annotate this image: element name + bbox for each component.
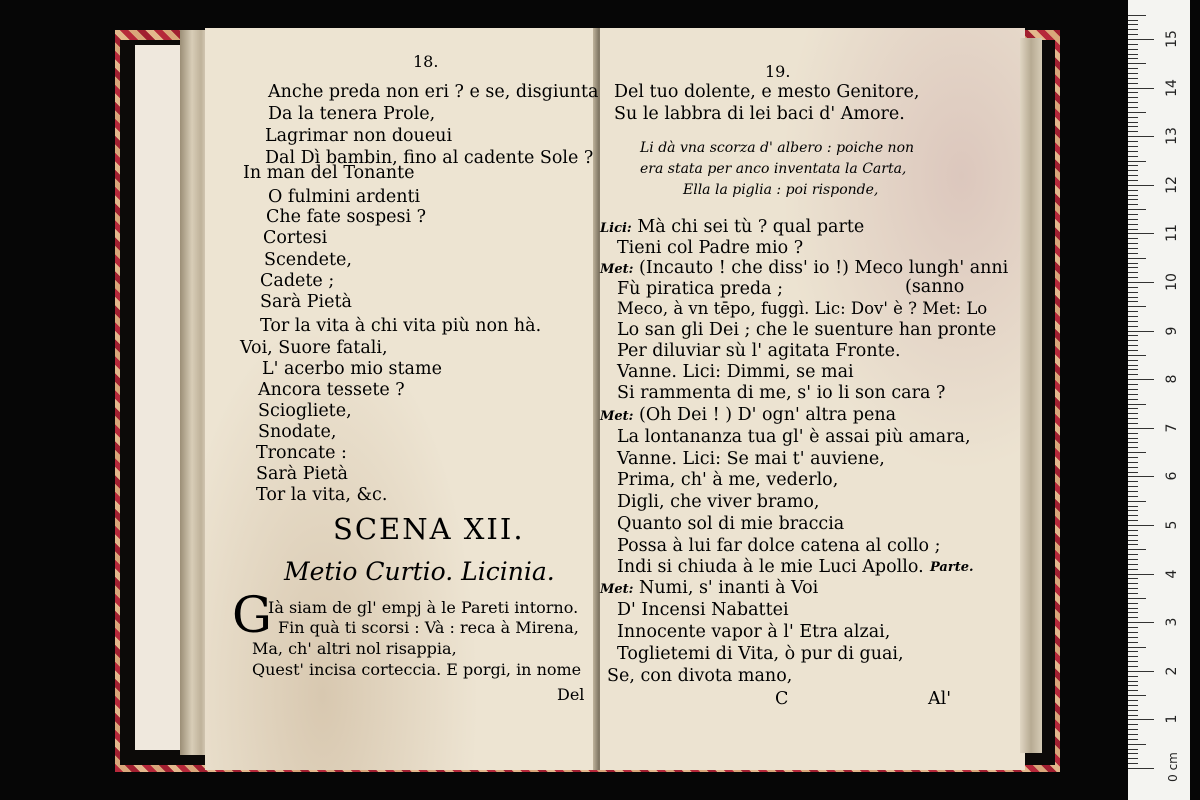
ruler-number: 9 (1164, 326, 1180, 336)
overflow-note: (sanno (905, 277, 965, 297)
ruler-tick (1128, 588, 1138, 589)
ruler-number: 14 (1164, 78, 1180, 97)
ruler-tick (1128, 97, 1138, 98)
ruler-tick (1128, 758, 1138, 759)
ruler-tick (1128, 501, 1146, 502)
ruler-tick (1128, 510, 1138, 511)
ruler-tick (1128, 739, 1138, 740)
stage-direction-line: Ella la piglia : poi risponde, (683, 182, 879, 198)
dialogue-line: D' Incensi Nabattei (617, 600, 789, 620)
ruler-tick (1128, 540, 1138, 541)
ruler-tick (1128, 447, 1138, 448)
ruler-tick (1128, 438, 1138, 439)
stage-direction-line: Li dà vna scorza d' albero : poiche non (640, 140, 915, 156)
ruler-tick (1128, 345, 1138, 346)
ruler-tick (1128, 151, 1138, 152)
ruler-tick (1128, 146, 1138, 147)
ruler-tick (1128, 559, 1138, 560)
ruler-tick (1128, 666, 1138, 667)
ruler-tick (1128, 768, 1154, 769)
ruler-tick (1128, 316, 1138, 317)
ruler-tick (1128, 554, 1138, 555)
verse-line: Sciogliete, (258, 401, 352, 421)
ruler-number: 4 (1164, 569, 1180, 579)
dialogue-line: Possa à lui far dolce catena al collo ; (617, 536, 941, 556)
dialogue-line: Fù piratica preda ; (617, 279, 784, 299)
margin-note: Parte. (930, 560, 974, 575)
ruler-tick (1128, 404, 1146, 405)
ruler-tick (1128, 520, 1138, 521)
ruler-tick (1128, 481, 1138, 482)
ruler-tick (1128, 676, 1138, 677)
ruler-tick (1128, 496, 1138, 497)
ruler-tick (1128, 24, 1138, 25)
verse-line: Scendete, (264, 250, 352, 270)
catchword-left: Del (557, 685, 585, 704)
ruler-tick (1128, 136, 1154, 137)
ruler-tick (1128, 719, 1154, 720)
ruler-tick (1128, 88, 1154, 89)
ruler-tick (1128, 535, 1138, 536)
dialogue-line (600, 217, 864, 239)
ruler-tick (1128, 175, 1138, 176)
ruler-tick (1128, 287, 1138, 288)
speaker-label: Met: (600, 262, 634, 277)
verse-line: Cadete ; (260, 271, 335, 291)
ruler-tick (1128, 695, 1146, 696)
ruler-tick (1128, 472, 1138, 473)
ruler-tick (1128, 209, 1146, 210)
scene-line: Ma, ch' altri nol risappia, (252, 639, 457, 658)
ruler-tick (1128, 715, 1138, 716)
ruler-number: 3 (1164, 617, 1180, 627)
ruler-tick (1128, 710, 1138, 711)
dialogue-text: (Incauto ! che diss' io !) Meco lungh' anni (639, 258, 1009, 278)
scene-line: Quest' incisa corteccia. E porgi, in nome (252, 660, 582, 679)
dialogue-line (600, 405, 896, 427)
ruler-tick (1128, 185, 1154, 186)
ruler-tick (1128, 199, 1138, 200)
ruler-tick (1128, 564, 1138, 565)
verse-line: Cortesi (263, 228, 328, 248)
right-folio: 19. (765, 62, 791, 81)
ruler-tick (1128, 569, 1138, 570)
ruler-number: 15 (1164, 30, 1180, 48)
dialogue-line (600, 578, 818, 600)
ruler-tick (1128, 224, 1138, 225)
ruler-tick (1128, 753, 1138, 754)
ruler-tick (1128, 20, 1138, 21)
ruler-tick (1128, 68, 1138, 69)
ruler-tick (1128, 29, 1138, 30)
ruler-tick (1128, 549, 1146, 550)
ruler-tick (1128, 156, 1138, 157)
ruler-tick (1128, 442, 1138, 443)
ruler-tick (1128, 170, 1138, 171)
ruler-tick (1128, 379, 1154, 380)
stage-direction-line: era stata per anco inventata la Carta, (640, 161, 907, 177)
dialogue-line: Quanto sol di mie braccia (617, 514, 845, 534)
ruler-tick (1128, 685, 1138, 686)
ruler-tick (1128, 335, 1138, 336)
dialogue-line: Se, con divota mano, (607, 666, 793, 686)
verse-line: Sarà Pietà (256, 464, 348, 484)
ruler-tick (1128, 122, 1138, 123)
ruler-number: 7 (1164, 423, 1180, 433)
ruler-tick (1128, 408, 1138, 409)
dialogue-text: Numi, s' inanti à Voi (639, 578, 819, 598)
catchword-right: Al' (928, 689, 952, 709)
ruler-tick (1128, 277, 1138, 278)
ruler-tick (1128, 642, 1138, 643)
verse-line: Da la tenera Prole, (268, 104, 436, 124)
ruler-tick (1128, 452, 1146, 453)
ruler-tick (1128, 651, 1138, 652)
speaker-label: Met: (600, 409, 634, 424)
ruler-tick (1128, 107, 1138, 108)
ruler-tick (1128, 632, 1138, 633)
ruler-tick (1128, 637, 1138, 638)
ruler-number: 2 (1164, 666, 1180, 676)
ruler-tick (1128, 301, 1138, 302)
ruler-number: 10 (1164, 273, 1180, 291)
ruler-tick (1128, 661, 1138, 662)
ruler-tick (1128, 267, 1138, 268)
dialogue-line: Vanne. Lici: Dimmi, se mai (617, 362, 854, 382)
verse-line: Che fate sospesi ? (266, 207, 427, 227)
dialogue-line: Meco, à vn tēpo, fuggì. Lic: Dov' è ? Met: Lo (617, 299, 988, 318)
ruler-tick (1128, 486, 1138, 487)
measurement-ruler (1128, 0, 1190, 800)
ruler-tick (1128, 78, 1138, 79)
verse-line: Anche preda non eri ? e se, disgiunta (268, 82, 599, 102)
verse-line: Tor la vita à chi vita più non hà. (260, 316, 542, 336)
verse-line: In man del Tonante (243, 163, 415, 183)
ruler-tick (1128, 58, 1138, 59)
ruler-tick (1128, 467, 1138, 468)
speaker-label: Met: (600, 582, 634, 597)
dialogue-line: Prima, ch' à me, vederlo, (617, 470, 839, 490)
dialogue-line: Toglietemi di Vita, ò pur di guai, (617, 644, 904, 664)
scene-persons: Metio Curtio. Licinia. (284, 557, 555, 586)
ruler-tick (1128, 263, 1138, 264)
ruler-tick (1128, 369, 1138, 370)
ruler-tick (1128, 214, 1138, 215)
ruler-tick (1128, 112, 1146, 113)
ruler-tick (1128, 54, 1138, 55)
ruler-tick (1128, 258, 1146, 259)
ruler-tick (1128, 462, 1138, 463)
verse-line: Tor la vita, &c. (256, 485, 388, 505)
verse-line: Su le labbra di lei baci d' Amore. (614, 104, 905, 124)
ruler-tick (1128, 681, 1138, 682)
ruler-number: 11 (1164, 224, 1180, 243)
ruler-tick (1128, 423, 1138, 424)
dialogue-line: Indi si chiuda à le mie Luci Apollo. (617, 557, 924, 577)
ruler-tick (1128, 165, 1138, 166)
scene-title: SCENA XII. (333, 512, 525, 546)
ruler-tick (1128, 530, 1138, 531)
ruler-tick (1128, 126, 1138, 127)
ruler-tick (1128, 656, 1138, 657)
ruler-tick (1128, 729, 1138, 730)
dialogue-line: Innocente vapor à l' Etra alzai, (617, 622, 891, 642)
dialogue-line: Digli, che viver bramo, (617, 492, 820, 512)
ruler-tick (1128, 238, 1138, 239)
ruler-tick (1128, 525, 1154, 526)
ruler-tick (1128, 457, 1138, 458)
ruler-tick (1128, 617, 1138, 618)
verse-line: Ancora tessete ? (258, 380, 405, 400)
ruler-tick (1128, 49, 1138, 50)
ruler-tick (1128, 418, 1138, 419)
dialogue-line: Vanne. Lici: Se mai t' auviene, (617, 449, 885, 469)
ruler-tick (1128, 331, 1154, 332)
ruler-tick (1128, 63, 1146, 64)
ruler-tick (1128, 272, 1138, 273)
verse-line: O fulmini ardenti (268, 187, 421, 207)
ruler-tick (1128, 690, 1138, 691)
ruler-tick (1128, 306, 1146, 307)
ruler-tick (1128, 73, 1138, 74)
ruler-tick (1128, 141, 1138, 142)
scene-line: Ià siam de gl' empj à le Pareti intorno. (268, 598, 579, 617)
ruler-tick (1128, 603, 1138, 604)
dialogue-line: La lontananza tua gl' è assai più amara, (617, 427, 971, 447)
ruler-tick (1128, 428, 1154, 429)
ruler-tick (1128, 229, 1138, 230)
ruler-tick (1128, 374, 1138, 375)
ruler-tick (1128, 671, 1154, 672)
ruler-tick (1128, 574, 1154, 575)
ruler-number: 12 (1164, 175, 1180, 194)
ruler-tick (1128, 700, 1138, 701)
ruler-tick (1128, 44, 1138, 45)
verse-line: Dal Dì bambin, fino al cadente Sole ? (265, 148, 594, 168)
ruler-tick (1128, 365, 1138, 366)
ruler-tick (1128, 248, 1138, 249)
ruler-tick (1128, 219, 1138, 220)
ruler-tick (1128, 161, 1146, 162)
scene-line: Fin quà ti scorsi : Và : reca à Mirena, (278, 618, 579, 637)
ruler-tick (1128, 506, 1138, 507)
verse-line: Voi, Suore fatali, (240, 338, 388, 358)
ruler-tick (1128, 360, 1138, 361)
ruler-tick (1128, 190, 1138, 191)
ruler-tick (1128, 593, 1138, 594)
ruler-tick (1128, 433, 1138, 434)
ruler-tick (1128, 647, 1146, 648)
ruler-tick (1128, 413, 1138, 414)
ruler-tick (1128, 253, 1138, 254)
dialogue-line: Tieni col Padre mio ? (617, 238, 804, 258)
ruler-tick (1128, 515, 1138, 516)
ruler-tick (1128, 627, 1138, 628)
ruler-unit-label: 0 cm (1165, 752, 1180, 782)
ruler-tick (1128, 204, 1138, 205)
dialogue-text: Mà chi sei tù ? qual parte (637, 217, 865, 237)
verse-line: Snodate, (258, 422, 337, 442)
ruler-tick (1128, 744, 1146, 745)
dialogue-text: (Oh Dei ! ) D' ogn' altra pena (639, 405, 897, 425)
ruler-tick (1128, 622, 1154, 623)
ruler-tick (1128, 292, 1138, 293)
ruler-tick (1128, 705, 1138, 706)
page-edges-right (1020, 38, 1042, 753)
ruler-tick (1128, 131, 1138, 132)
ruler-tick (1128, 734, 1138, 735)
ruler-tick (1128, 350, 1138, 351)
verse-line: Troncate : (256, 443, 347, 463)
dialogue-line: Si rammenta di me, s' io li son cara ? (617, 383, 946, 403)
ruler-tick (1128, 384, 1138, 385)
ruler-tick (1128, 15, 1146, 16)
ruler-tick (1128, 102, 1138, 103)
ruler-tick (1128, 321, 1138, 322)
ruler-number: 5 (1164, 520, 1180, 530)
verse-line: Del tuo dolente, e mesto Genitore, (614, 82, 920, 102)
ruler-number: 13 (1164, 127, 1180, 146)
ruler-tick (1128, 583, 1138, 584)
ruler-tick (1128, 243, 1138, 244)
ruler-tick (1128, 233, 1154, 234)
ruler-tick (1128, 297, 1138, 298)
drop-cap: G (232, 586, 272, 644)
ruler-tick (1128, 311, 1138, 312)
ruler-tick (1128, 598, 1146, 599)
ruler-tick (1128, 39, 1154, 40)
ruler-tick (1128, 491, 1138, 492)
ruler-tick (1128, 340, 1138, 341)
verse-line: L' acerbo mio stame (262, 359, 442, 379)
ruler-tick (1128, 724, 1138, 725)
ruler-number: 8 (1164, 374, 1180, 384)
ruler-tick (1128, 282, 1154, 283)
ruler-tick (1128, 92, 1138, 93)
ruler-number: 1 (1164, 714, 1180, 724)
ruler-tick (1128, 612, 1138, 613)
signature-mark: C (775, 689, 789, 709)
ruler-tick (1128, 34, 1138, 35)
ruler-tick (1128, 399, 1138, 400)
dialogue-line: Per diluviar sù l' agitata Fronte. (617, 341, 901, 361)
ruler-tick (1128, 394, 1138, 395)
dialogue-line: Lo san gli Dei ; che le suenture han pronte (617, 320, 997, 340)
ruler-tick (1128, 180, 1138, 181)
ruler-tick (1128, 749, 1138, 750)
ruler-tick (1128, 326, 1138, 327)
ruler-tick (1128, 117, 1138, 118)
ruler-tick (1128, 355, 1146, 356)
ruler-tick (1128, 389, 1138, 390)
ruler-tick (1128, 763, 1138, 764)
ruler-tick (1128, 195, 1138, 196)
ruler-tick (1128, 476, 1154, 477)
ruler-tick (1128, 83, 1138, 84)
ruler-number: 6 (1164, 471, 1180, 481)
left-folio: 18. (413, 52, 439, 71)
ruler-tick (1128, 544, 1138, 545)
ruler-tick (1128, 608, 1138, 609)
ruler-tick (1128, 578, 1138, 579)
verse-line: Sarà Pietà (260, 292, 352, 312)
speaker-label: Lici: (600, 221, 632, 236)
verse-line: Lagrimar non doueui (265, 126, 453, 146)
